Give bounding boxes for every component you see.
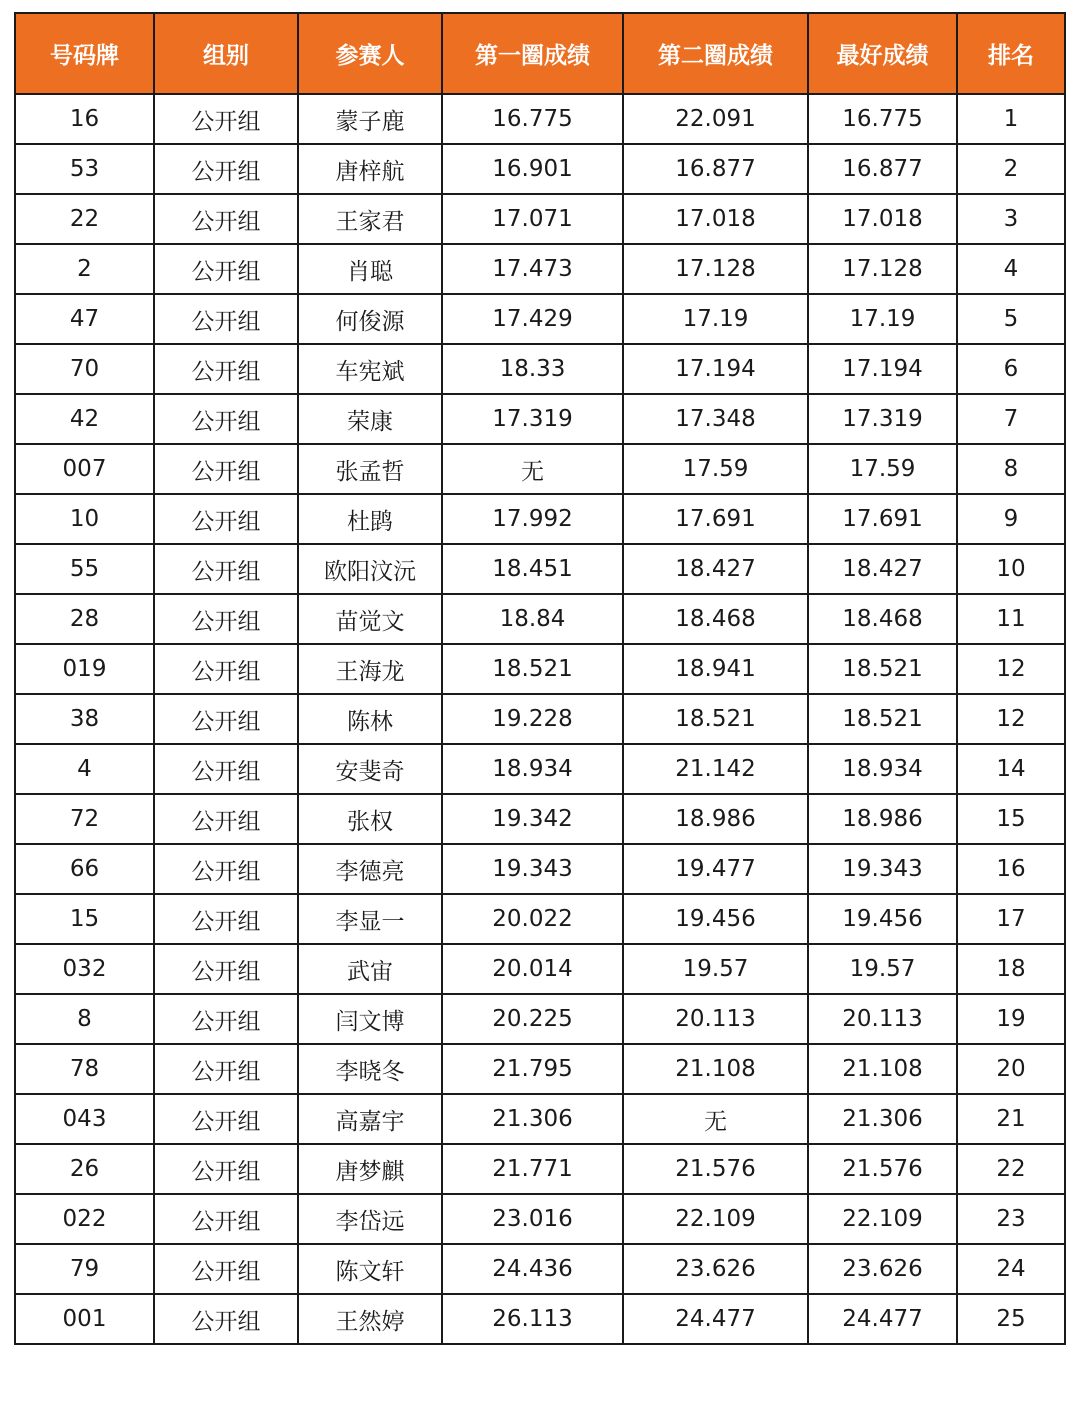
table-row bbox=[15, 444, 1065, 494]
lap1-cell: 23.016 bbox=[442, 1194, 623, 1244]
lap1-cell: 18.934 bbox=[442, 744, 623, 794]
bib-number-cell: 53 bbox=[15, 144, 154, 194]
best-time-cell: 17.018 bbox=[808, 194, 957, 244]
lap2-cell: 23.626 bbox=[623, 1244, 808, 1294]
best-time-cell: 17.19 bbox=[808, 294, 957, 344]
rank-cell: 20 bbox=[957, 1044, 1065, 1094]
lap1-cell: 17.319 bbox=[442, 394, 623, 444]
best-time-cell: 18.934 bbox=[808, 744, 957, 794]
rank-cell: 18 bbox=[957, 944, 1065, 994]
group-cell: 公开组 bbox=[154, 394, 298, 444]
rank-cell: 3 bbox=[957, 194, 1065, 244]
group-cell: 公开组 bbox=[154, 694, 298, 744]
bib-number-cell: 47 bbox=[15, 294, 154, 344]
bib-number-cell: 78 bbox=[15, 1044, 154, 1094]
group-cell: 公开组 bbox=[154, 544, 298, 594]
group-cell: 公开组 bbox=[154, 144, 298, 194]
lap1-cell: 16.775 bbox=[442, 94, 623, 144]
participant-cell: 武宙 bbox=[298, 944, 442, 994]
rank-cell: 4 bbox=[957, 244, 1065, 294]
lap2-cell: 22.091 bbox=[623, 94, 808, 144]
participant-cell: 唐梦麒 bbox=[298, 1144, 442, 1194]
column-header-lap1: 第一圈成绩 bbox=[442, 13, 623, 94]
table-row bbox=[15, 244, 1065, 294]
table-row bbox=[15, 1144, 1065, 1194]
table-row bbox=[15, 394, 1065, 444]
table-row bbox=[15, 694, 1065, 744]
lap2-cell: 21.576 bbox=[623, 1144, 808, 1194]
bib-number-cell: 007 bbox=[15, 444, 154, 494]
table-row bbox=[15, 594, 1065, 644]
group-cell: 公开组 bbox=[154, 1144, 298, 1194]
lap1-cell: 21.306 bbox=[442, 1094, 623, 1144]
rank-cell: 21 bbox=[957, 1094, 1065, 1144]
lap2-cell: 20.113 bbox=[623, 994, 808, 1044]
lap1-cell: 18.521 bbox=[442, 644, 623, 694]
header-row bbox=[15, 13, 1065, 94]
bib-number-cell: 8 bbox=[15, 994, 154, 1044]
table-row bbox=[15, 194, 1065, 244]
lap1-cell: 21.771 bbox=[442, 1144, 623, 1194]
best-time-cell: 19.456 bbox=[808, 894, 957, 944]
group-cell: 公开组 bbox=[154, 444, 298, 494]
best-time-cell: 17.319 bbox=[808, 394, 957, 444]
rank-cell: 19 bbox=[957, 994, 1065, 1044]
table-row bbox=[15, 844, 1065, 894]
table-row bbox=[15, 344, 1065, 394]
participant-cell: 王家君 bbox=[298, 194, 442, 244]
lap1-cell: 无 bbox=[442, 444, 623, 494]
lap1-cell: 19.343 bbox=[442, 844, 623, 894]
lap1-cell: 17.429 bbox=[442, 294, 623, 344]
table-row bbox=[15, 644, 1065, 694]
participant-cell: 欧阳汶沅 bbox=[298, 544, 442, 594]
best-time-cell: 21.306 bbox=[808, 1094, 957, 1144]
table-row bbox=[15, 944, 1065, 994]
lap2-cell: 19.57 bbox=[623, 944, 808, 994]
bib-number-cell: 38 bbox=[15, 694, 154, 744]
table-row bbox=[15, 994, 1065, 1044]
lap2-cell: 21.142 bbox=[623, 744, 808, 794]
group-cell: 公开组 bbox=[154, 744, 298, 794]
lap2-cell: 21.108 bbox=[623, 1044, 808, 1094]
best-time-cell: 19.57 bbox=[808, 944, 957, 994]
table-row bbox=[15, 144, 1065, 194]
bib-number-cell: 022 bbox=[15, 1194, 154, 1244]
lap1-cell: 18.451 bbox=[442, 544, 623, 594]
column-header-group: 组别 bbox=[154, 13, 298, 94]
bib-number-cell: 032 bbox=[15, 944, 154, 994]
lap2-cell: 17.018 bbox=[623, 194, 808, 244]
bib-number-cell: 019 bbox=[15, 644, 154, 694]
rank-cell: 14 bbox=[957, 744, 1065, 794]
rank-cell: 10 bbox=[957, 544, 1065, 594]
participant-cell: 何俊源 bbox=[298, 294, 442, 344]
rank-cell: 12 bbox=[957, 694, 1065, 744]
best-time-cell: 18.521 bbox=[808, 694, 957, 744]
participant-cell: 安斐奇 bbox=[298, 744, 442, 794]
rank-cell: 11 bbox=[957, 594, 1065, 644]
table-row bbox=[15, 544, 1065, 594]
bib-number-cell: 28 bbox=[15, 594, 154, 644]
bib-number-cell: 15 bbox=[15, 894, 154, 944]
group-cell: 公开组 bbox=[154, 894, 298, 944]
lap1-cell: 17.071 bbox=[442, 194, 623, 244]
table-header bbox=[15, 13, 1065, 94]
lap2-cell: 17.194 bbox=[623, 344, 808, 394]
bib-number-cell: 043 bbox=[15, 1094, 154, 1144]
best-time-cell: 18.468 bbox=[808, 594, 957, 644]
best-time-cell: 17.691 bbox=[808, 494, 957, 544]
column-header-lap2: 第二圈成绩 bbox=[623, 13, 808, 94]
table-row bbox=[15, 1244, 1065, 1294]
group-cell: 公开组 bbox=[154, 794, 298, 844]
rank-cell: 17 bbox=[957, 894, 1065, 944]
participant-cell: 李德亮 bbox=[298, 844, 442, 894]
lap2-cell: 18.521 bbox=[623, 694, 808, 744]
lap1-cell: 20.022 bbox=[442, 894, 623, 944]
table-row bbox=[15, 794, 1065, 844]
rank-cell: 8 bbox=[957, 444, 1065, 494]
group-cell: 公开组 bbox=[154, 194, 298, 244]
participant-cell: 王海龙 bbox=[298, 644, 442, 694]
table-row bbox=[15, 744, 1065, 794]
bib-number-cell: 55 bbox=[15, 544, 154, 594]
lap2-cell: 17.691 bbox=[623, 494, 808, 544]
lap1-cell: 19.228 bbox=[442, 694, 623, 744]
rank-cell: 25 bbox=[957, 1294, 1065, 1344]
group-cell: 公开组 bbox=[154, 294, 298, 344]
group-cell: 公开组 bbox=[154, 494, 298, 544]
group-cell: 公开组 bbox=[154, 1194, 298, 1244]
best-time-cell: 17.194 bbox=[808, 344, 957, 394]
best-time-cell: 24.477 bbox=[808, 1294, 957, 1344]
group-cell: 公开组 bbox=[154, 644, 298, 694]
bib-number-cell: 4 bbox=[15, 744, 154, 794]
lap1-cell: 26.113 bbox=[442, 1294, 623, 1344]
participant-cell: 肖聪 bbox=[298, 244, 442, 294]
best-time-cell: 16.775 bbox=[808, 94, 957, 144]
table-row bbox=[15, 494, 1065, 544]
lap2-cell: 16.877 bbox=[623, 144, 808, 194]
best-time-cell: 21.108 bbox=[808, 1044, 957, 1094]
group-cell: 公开组 bbox=[154, 344, 298, 394]
bib-number-cell: 10 bbox=[15, 494, 154, 544]
lap2-cell: 17.59 bbox=[623, 444, 808, 494]
lap2-cell: 无 bbox=[623, 1094, 808, 1144]
group-cell: 公开组 bbox=[154, 1244, 298, 1294]
lap2-cell: 18.427 bbox=[623, 544, 808, 594]
lap2-cell: 19.477 bbox=[623, 844, 808, 894]
rank-cell: 1 bbox=[957, 94, 1065, 144]
lap1-cell: 20.225 bbox=[442, 994, 623, 1044]
participant-cell: 苗觉文 bbox=[298, 594, 442, 644]
best-time-cell: 23.626 bbox=[808, 1244, 957, 1294]
bib-number-cell: 16 bbox=[15, 94, 154, 144]
participant-cell: 陈林 bbox=[298, 694, 442, 744]
group-cell: 公开组 bbox=[154, 1094, 298, 1144]
rank-cell: 2 bbox=[957, 144, 1065, 194]
participant-cell: 蒙子鹿 bbox=[298, 94, 442, 144]
bib-number-cell: 22 bbox=[15, 194, 154, 244]
column-header-rank: 排名 bbox=[957, 13, 1065, 94]
participant-cell: 闫文博 bbox=[298, 994, 442, 1044]
rank-cell: 12 bbox=[957, 644, 1065, 694]
best-time-cell: 19.343 bbox=[808, 844, 957, 894]
participant-cell: 高嘉宇 bbox=[298, 1094, 442, 1144]
lap2-cell: 17.19 bbox=[623, 294, 808, 344]
group-cell: 公开组 bbox=[154, 1044, 298, 1094]
lap2-cell: 18.941 bbox=[623, 644, 808, 694]
lap2-cell: 18.986 bbox=[623, 794, 808, 844]
lap1-cell: 17.473 bbox=[442, 244, 623, 294]
table-row bbox=[15, 294, 1065, 344]
table-row bbox=[15, 94, 1065, 144]
rank-cell: 22 bbox=[957, 1144, 1065, 1194]
best-time-cell: 17.128 bbox=[808, 244, 957, 294]
participant-cell: 唐梓航 bbox=[298, 144, 442, 194]
group-cell: 公开组 bbox=[154, 944, 298, 994]
table-body bbox=[15, 94, 1065, 1344]
lap1-cell: 19.342 bbox=[442, 794, 623, 844]
group-cell: 公开组 bbox=[154, 594, 298, 644]
column-header-participant: 参赛人 bbox=[298, 13, 442, 94]
rank-cell: 9 bbox=[957, 494, 1065, 544]
lap1-cell: 16.901 bbox=[442, 144, 623, 194]
bib-number-cell: 70 bbox=[15, 344, 154, 394]
best-time-cell: 21.576 bbox=[808, 1144, 957, 1194]
participant-cell: 李晓冬 bbox=[298, 1044, 442, 1094]
participant-cell: 王然婷 bbox=[298, 1294, 442, 1344]
participant-cell: 李显一 bbox=[298, 894, 442, 944]
best-time-cell: 18.427 bbox=[808, 544, 957, 594]
participant-cell: 李岱远 bbox=[298, 1194, 442, 1244]
best-time-cell: 17.59 bbox=[808, 444, 957, 494]
participant-cell: 陈文轩 bbox=[298, 1244, 442, 1294]
bib-number-cell: 001 bbox=[15, 1294, 154, 1344]
participant-cell: 荣康 bbox=[298, 394, 442, 444]
group-cell: 公开组 bbox=[154, 244, 298, 294]
bib-number-cell: 42 bbox=[15, 394, 154, 444]
lap1-cell: 20.014 bbox=[442, 944, 623, 994]
bib-number-cell: 79 bbox=[15, 1244, 154, 1294]
table-row bbox=[15, 1294, 1065, 1344]
lap1-cell: 24.436 bbox=[442, 1244, 623, 1294]
column-header-best: 最好成绩 bbox=[808, 13, 957, 94]
group-cell: 公开组 bbox=[154, 844, 298, 894]
rank-cell: 23 bbox=[957, 1194, 1065, 1244]
best-time-cell: 18.521 bbox=[808, 644, 957, 694]
rank-cell: 7 bbox=[957, 394, 1065, 444]
group-cell: 公开组 bbox=[154, 1294, 298, 1344]
best-time-cell: 18.986 bbox=[808, 794, 957, 844]
results-table bbox=[14, 12, 1066, 1345]
lap2-cell: 24.477 bbox=[623, 1294, 808, 1344]
participant-cell: 张权 bbox=[298, 794, 442, 844]
best-time-cell: 22.109 bbox=[808, 1194, 957, 1244]
rank-cell: 24 bbox=[957, 1244, 1065, 1294]
participant-cell: 车宪斌 bbox=[298, 344, 442, 394]
lap1-cell: 18.33 bbox=[442, 344, 623, 394]
group-cell: 公开组 bbox=[154, 994, 298, 1044]
rank-cell: 15 bbox=[957, 794, 1065, 844]
rank-cell: 6 bbox=[957, 344, 1065, 394]
lap1-cell: 21.795 bbox=[442, 1044, 623, 1094]
rank-cell: 5 bbox=[957, 294, 1065, 344]
table-row bbox=[15, 1044, 1065, 1094]
lap1-cell: 18.84 bbox=[442, 594, 623, 644]
lap2-cell: 22.109 bbox=[623, 1194, 808, 1244]
bib-number-cell: 72 bbox=[15, 794, 154, 844]
bib-number-cell: 66 bbox=[15, 844, 154, 894]
lap2-cell: 18.468 bbox=[623, 594, 808, 644]
lap2-cell: 19.456 bbox=[623, 894, 808, 944]
bib-number-cell: 2 bbox=[15, 244, 154, 294]
column-header-bib-number: 号码牌 bbox=[15, 13, 154, 94]
lap2-cell: 17.348 bbox=[623, 394, 808, 444]
group-cell: 公开组 bbox=[154, 94, 298, 144]
lap2-cell: 17.128 bbox=[623, 244, 808, 294]
lap1-cell: 17.992 bbox=[442, 494, 623, 544]
participant-cell: 杜鹍 bbox=[298, 494, 442, 544]
bib-number-cell: 26 bbox=[15, 1144, 154, 1194]
table-row bbox=[15, 1194, 1065, 1244]
participant-cell: 张孟哲 bbox=[298, 444, 442, 494]
best-time-cell: 20.113 bbox=[808, 994, 957, 1044]
best-time-cell: 16.877 bbox=[808, 144, 957, 194]
table-row bbox=[15, 1094, 1065, 1144]
table-row bbox=[15, 894, 1065, 944]
rank-cell: 16 bbox=[957, 844, 1065, 894]
